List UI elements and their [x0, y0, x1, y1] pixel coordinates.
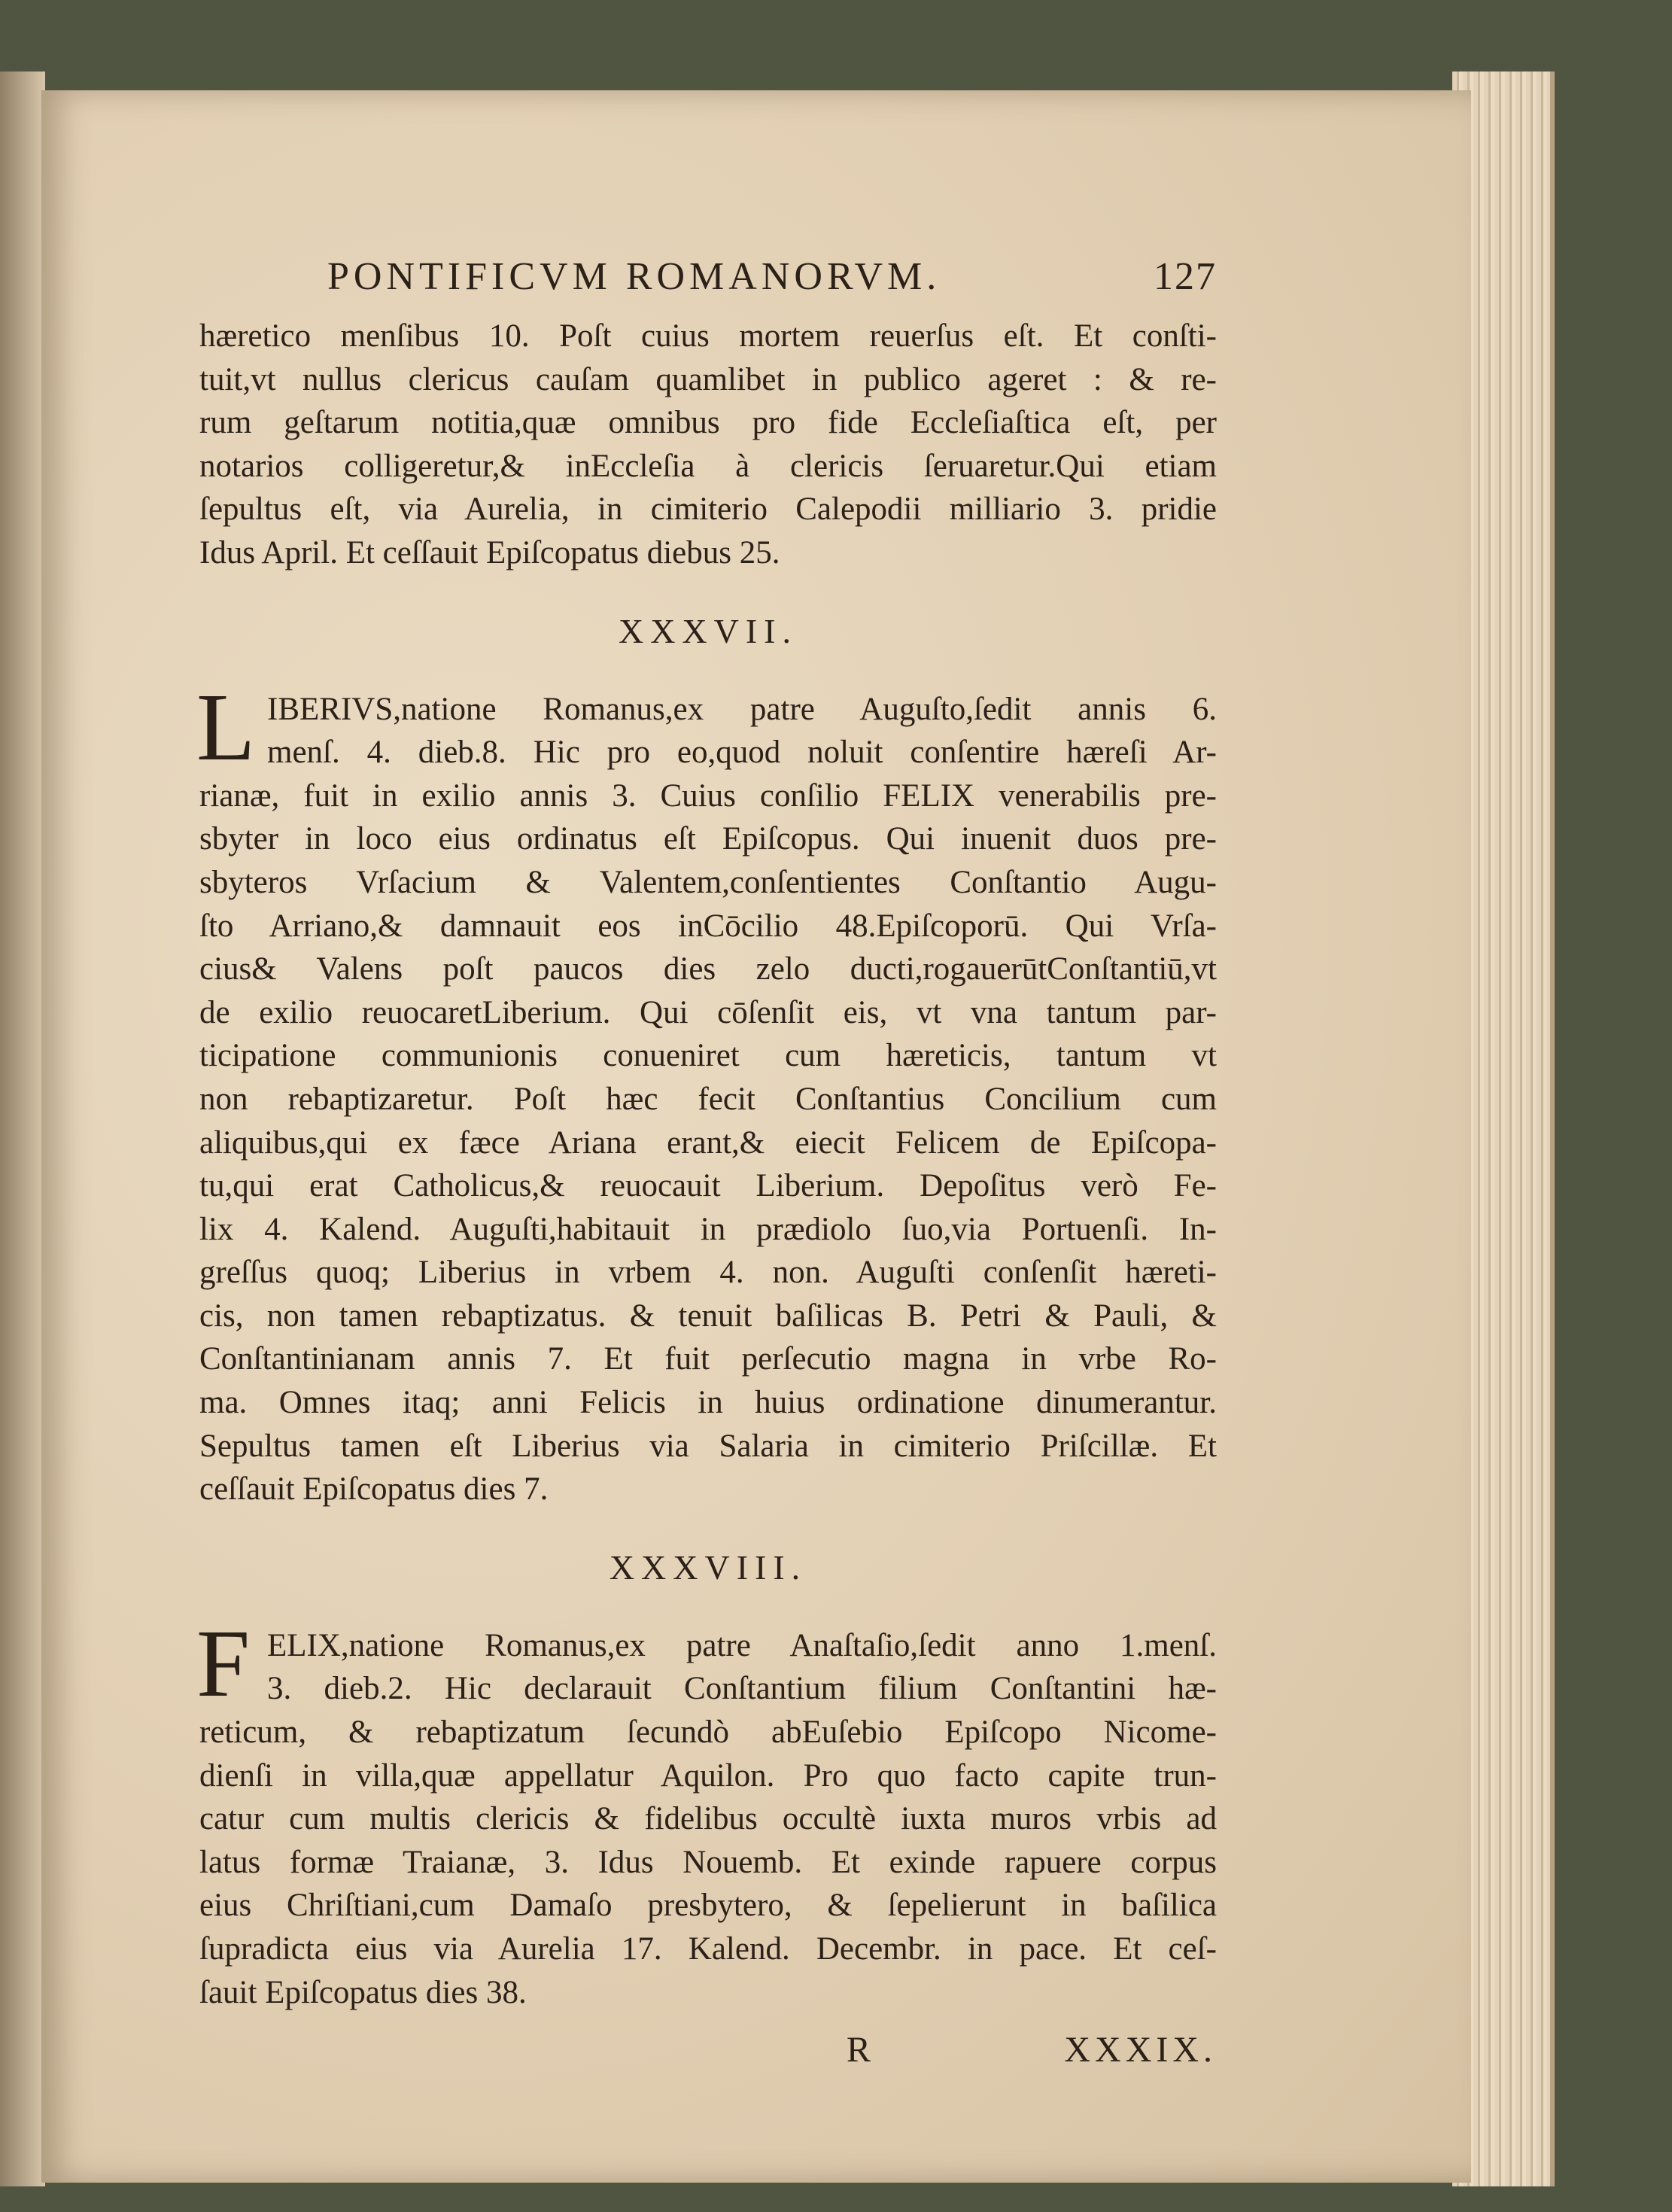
text-line: eius Chriſtiani,cum Damaſo presbytero, & ſepelierunt in baſilica: [199, 1888, 1217, 1924]
text-line: ticipatione communionis conueniret cum hæreticis, tantum vt: [199, 1038, 1217, 1074]
catchword: XXXIX.: [1064, 2030, 1217, 2071]
page-number: 127: [1154, 255, 1217, 298]
text-line: lix 4. Kalend. Auguſti,habitauit in prædiolo ſuo,via Portuenſi. In-: [199, 1211, 1217, 1247]
text-line: aliquibus,qui ex fæce Ariana erant,& eiecit Felicem de Epiſcopa-: [199, 1124, 1217, 1161]
text-line: IBERIVS,natione Romanus,ex patre Auguſto,ſedit annis 6.: [267, 691, 1217, 727]
text-line: latus formæ Traianæ, 3. Idus Nouemb. Et exinde rapuere corpus: [199, 1844, 1217, 1880]
text-line: Idus April. Et ceſſauit Epiſcopatus diebus 25.: [199, 534, 780, 570]
text-line: ceſſauit Epiſcopatus dies 7.: [199, 1471, 549, 1508]
text-line: ma. Omnes itaq; anni Felicis in huius ordinatione dinumerantur.: [199, 1385, 1217, 1421]
text-line: de exilio reuocaretLiberium. Qui cōſenſit eis, vt vna tantum par-: [199, 994, 1217, 1030]
text-line: Sepultus tamen eſt Liberius via Salaria in cimiterio Priſcillæ. Et: [199, 1428, 1217, 1464]
text-line: non rebaptizaretur. Poſt hæc fecit Conſtantius Concilium cum: [199, 1081, 1217, 1117]
text-line: sbyteros Vrſacium & Valentem,conſentientes Conſtantio Augu-: [199, 864, 1217, 900]
continuation-paragraph: [199, 315, 1217, 575]
paragraph-liberius: [196, 673, 1217, 1511]
text-line: menſ. 4. dieb.8. Hic pro eo,quod noluit conſentire hæreſi Ar-: [267, 735, 1217, 771]
text-line: notarios colligeretur,& inEccleſia à clericis ſeruaretur.Qui etiam: [199, 448, 1217, 484]
facing-page-edge: [0, 72, 45, 2186]
text-line: rianæ, fuit in exilio annis 3. Cuius conſilio FELIX venerabilis pre-: [199, 777, 1217, 814]
text-line: cis, non tamen rebaptizatus. & tenuit baſilicas B. Petri & Pauli, &: [199, 1298, 1217, 1334]
section-heading: XXXVII.: [618, 611, 798, 650]
text-line: hæretico menſibus 10. Poſt cuius mortem reuerſus eſt. Et conſti-: [199, 318, 1217, 354]
drop-cap: F: [196, 1609, 251, 1717]
text-line: dienſi in villa,quæ appellatur Aquilon. Pro quo facto capite trun-: [199, 1757, 1217, 1794]
text-line: ELIX,natione Romanus,ex patre Anaſtaſio,ſedit anno 1.menſ.: [267, 1627, 1217, 1663]
text-line: ſto Arriano,& damnauit eos inCōcilio 48.Epiſcoporū. Qui Vrſa-: [199, 908, 1217, 944]
text-line: ſepultus eſt, via Aurelia, in cimiterio Calepodii milliario 3. pridie: [199, 491, 1217, 528]
text-line: ſauit Epiſcopatus dies 38.: [199, 1974, 527, 2010]
text-line: Conſtantinianam annis 7. Et fuit perſecutio magna in vrbe Ro-: [199, 1341, 1217, 1377]
drop-cap: L: [196, 673, 256, 780]
page-footer: [199, 2029, 1217, 2082]
text-line: greſſus quoq; Liberius in vrbem 4. non. Auguſti conſenſit hæreti-: [199, 1255, 1217, 1291]
paragraph-felix: [196, 1609, 1217, 2014]
text-line: catur cum multis clericis & fidelibus occultè iuxta muros vrbis ad: [199, 1801, 1217, 1837]
running-head: [199, 254, 1217, 315]
text-line: tuit,vt nullus clericus cauſam quamlibet in publico ageret : & re-: [199, 361, 1217, 397]
text-line: 3. dieb.2. Hic declarauit Conſtantium filium Conſtantini hæ-: [267, 1671, 1217, 1707]
text-line: ſupradicta eius via Aurelia 17. Kalend. Decembr. in pace. Et ceſ-: [199, 1931, 1217, 1967]
text-block: [196, 254, 1217, 2082]
text-line: sbyter in loco eius ordinatus eſt Epiſcopus. Qui inuenit duos pre-: [199, 821, 1217, 857]
section-heading: XXXVIII.: [609, 1547, 807, 1587]
signature-mark: R: [847, 2030, 874, 2071]
text-line: tu,qui erat Catholicus,& reuocauit Liberium. Depoſitus verò Fe-: [199, 1168, 1217, 1204]
book-page: [41, 90, 1471, 2183]
text-line: reticum, & rebaptizatum ſecundò abEuſebio Epiſcopo Nicome-: [199, 1715, 1217, 1751]
text-line: cius& Valens poſt paucos dies zelo ducti,rogauerūtConſtantiū,vt: [199, 951, 1217, 987]
running-title: PONTIFICVM ROMANORVM.: [327, 255, 941, 298]
text-line: rum geſtarum notitia,quæ omnibus pro fide Eccleſiaſtica eſt, per: [199, 405, 1217, 441]
